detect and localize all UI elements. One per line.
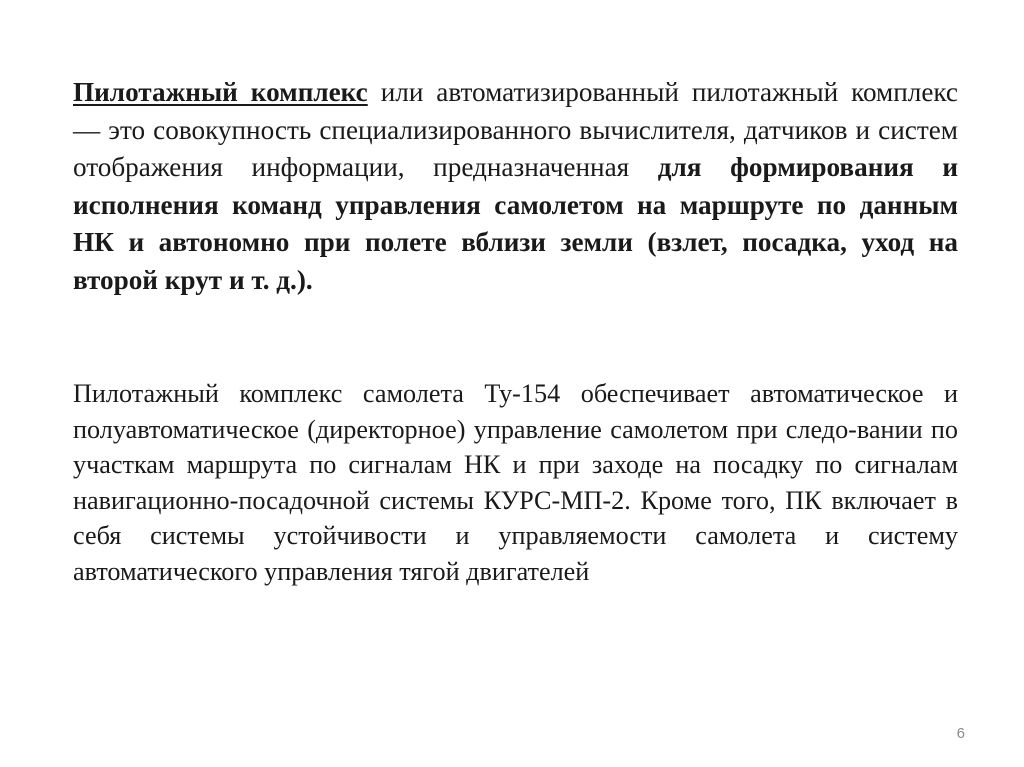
definition-purpose-text: для формирования и исполнения команд управления самолетом на маршруте по данным НК и автономно при полете вблизи земли (взлет, посадка, уход на второй крут и т. д.). — [73, 152, 958, 295]
definition-paragraph — [73, 74, 958, 299]
page-number: 6 — [956, 725, 965, 742]
definition-text: или автоматизированный пилотажный комплекс — это совокупность специализированного вычислителя, датчиков и систем отображения информации, предназначенная — [73, 77, 959, 182]
defined-term: Пилотажный комплекс — [73, 77, 368, 107]
description-paragraph: Пилотажный комплекс самолета Ту-154 обеспечивает автоматическое и полуавтоматическое (директорное) управление самолетом при следо-вании по участкам маршрута по сигналам НК и при заходе на посадку по сигналам навигационно-посадочной системы КУРС-МП-2. Кроме того, ПК включает в себя системы устойчивости и управляемости самолета и систему автоматического управления тягой двигателей — [73, 379, 958, 586]
